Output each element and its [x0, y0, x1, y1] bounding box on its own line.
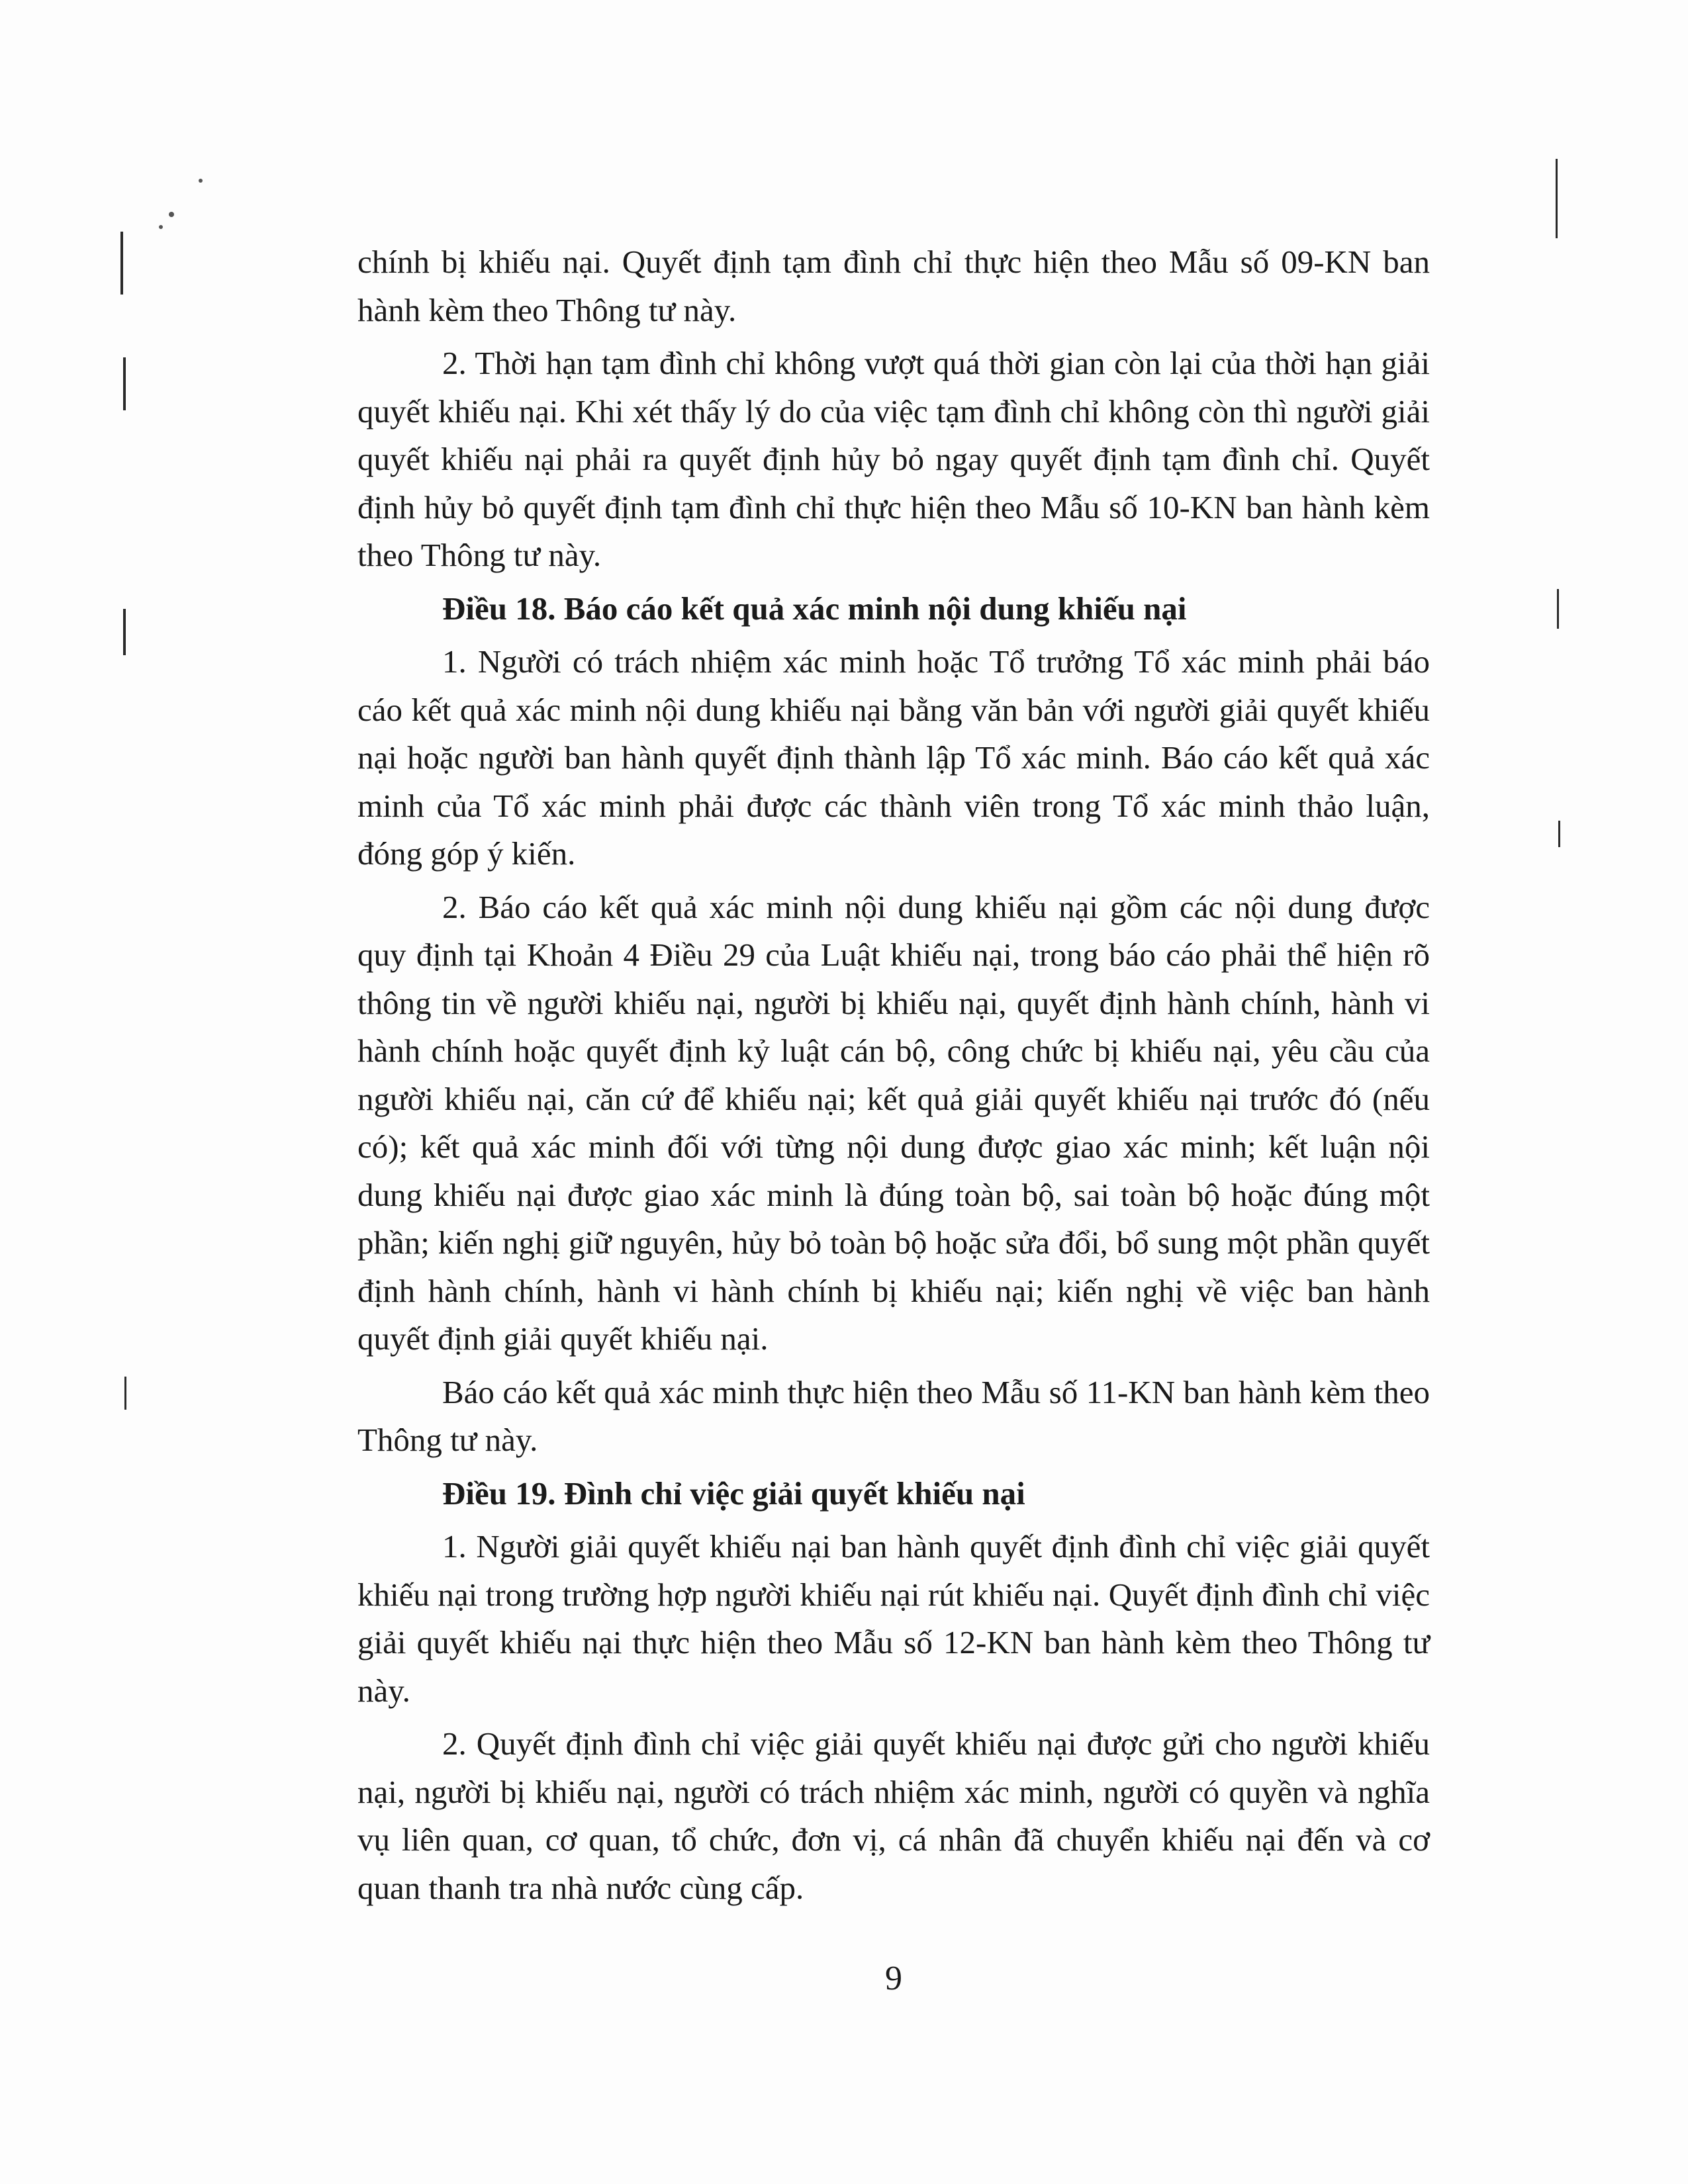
paragraph-4: 2. Báo cáo kết quả xác minh nội dung khiếu nại gồm các nội dung được quy định tại Khoản 4 Điều 29 của Luật khiếu nại, trong báo cáo phải thể hiện rõ thông tin về người khiếu nại, người bị khiếu nại, quyết định hành chính, hành vi hành chính hoặc quyết định kỷ luật cán bộ, công chức bị khiếu nại, yêu cầu của người khiếu nại, căn cứ để khiếu nại; kết quả giải quyết khiếu nại trước đó (nếu có); kết quả xác minh đối với từng nội dung được giao xác minh; kết luận nội dung khiếu nại được giao xác minh là đúng toàn bộ, sai toàn bộ hoặc đúng một phần; kiến nghị giữ nguyên, hủy bỏ toàn bộ hoặc sửa đổi, bổ sung một phần quyết định hành chính, hành vi hành chính bị khiếu nại; kiến nghị về việc ban hành quyết định giải quyết khiếu nại.: [357, 888, 1430, 1357]
scan-artifact-dots: [169, 212, 174, 217]
paragraph-2: 2. Thời hạn tạm đình chỉ không vượt quá thời gian còn lại của thời hạn giải quyết khiếu nại. Khi xét thấy lý do của việc tạm đình chỉ không còn thì người giải quyết khiếu nại phải ra quyết định hủy bỏ ngay quyết định tạm đình chỉ. Quyết định hủy bỏ quyết định tạm đình chỉ thực hiện theo Mẫu số 10-KN ban hành kèm theo Thông tư này.: [357, 345, 1430, 573]
paragraph-5: Báo cáo kết quả xác minh thực hiện theo Mẫu số 11-KN ban hành kèm theo Thông tư này.: [357, 1373, 1430, 1458]
scan-artifact-dots: [199, 179, 203, 183]
scan-artifact-right-1: [1556, 159, 1558, 238]
paragraph-6: 1. Người giải quyết khiếu nại ban hành quyết định đình chỉ việc giải quyết khiếu nại trong trường hợp người khiếu nại rút khiếu nại. Quyết định đình chỉ việc giải quyết khiếu nại thực hiện theo Mẫu số 12-KN ban hành kèm theo Thông tư này.: [357, 1528, 1430, 1709]
page-number: 9: [885, 1960, 902, 1997]
scan-artifact-left-3: [123, 609, 126, 655]
article-19-heading: Điều 19. Đình chỉ việc giải quyết khiếu nại: [442, 1475, 1025, 1512]
paragraph-7: 2. Quyết định đình chỉ việc giải quyết khiếu nại được gửi cho người khiếu nại, người bị khiếu nại, người có trách nhiệm xác minh, người có quyền và nghĩa vụ liên quan, cơ quan, tổ chức, đơn vị, cá nhân đã chuyển khiếu nại đến và cơ quan thanh tra nhà nước cùng cấp.: [357, 1725, 1430, 1906]
paragraph-3: 1. Người có trách nhiệm xác minh hoặc Tổ trưởng Tổ xác minh phải báo cáo kết quả xác minh nội dung khiếu nại bằng văn bản với người giải quyết khiếu nại hoặc người ban hành quyết định thành lập Tổ xác minh. Báo cáo kết quả xác minh của Tổ xác minh phải được các thành viên trong Tổ xác minh thảo luận, đóng góp ý kiến.: [357, 643, 1430, 872]
document-body: [357, 238, 1430, 1917]
article-18-heading: Điều 18. Báo cáo kết quả xác minh nội dung khiếu nại: [442, 590, 1187, 627]
scan-artifact-dots: [159, 225, 163, 229]
scan-artifact-right-2: [1557, 589, 1559, 629]
scan-artifact-left-2: [123, 357, 126, 410]
scan-artifact-right-3: [1558, 821, 1560, 847]
scan-artifact-left-4: [124, 1377, 126, 1410]
paragraph-1: chính bị khiếu nại. Quyết định tạm đình chỉ thực hiện theo Mẫu số 09-KN ban hành kèm theo Thông tư này.: [357, 244, 1430, 328]
scan-artifact-left-1: [120, 232, 123, 295]
